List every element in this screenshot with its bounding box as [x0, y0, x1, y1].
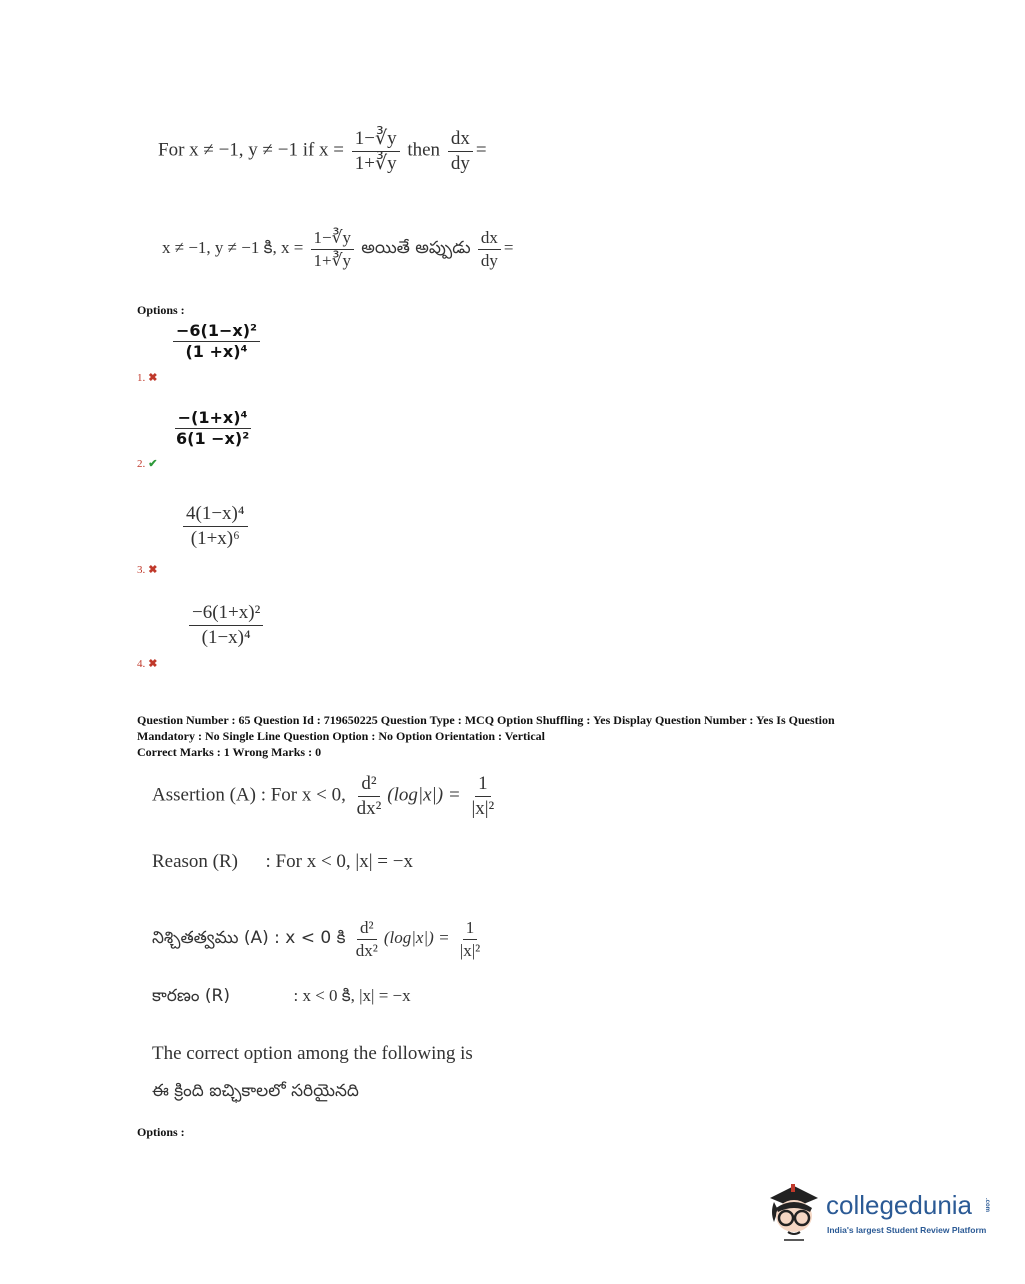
q65-reason-english: [152, 851, 413, 873]
reason-te-text: : x < 0 కి, |x| = −x: [293, 986, 411, 1005]
q64-english-line: [158, 128, 487, 175]
option-4-expression: [186, 602, 266, 649]
q64-te-then: అయితే అప్పుడు: [361, 237, 471, 258]
rhs-numerator: 1: [475, 773, 491, 797]
te-rhs-denominator: |x|²: [459, 940, 481, 960]
q64-deriv-den: dy: [450, 152, 470, 174]
q65-meta-line-1: Question Number : 65 Question Id : 719650225 Question Type : MCQ Option Shuffling : Yes Display Question Number : Yes Is Question: [137, 713, 835, 727]
rhs-denominator: |x|²: [471, 797, 495, 819]
logo-suffix: .com: [984, 1198, 990, 1213]
option-2-denominator: 6(1 −x)²: [176, 429, 250, 449]
q65-meta-line-3: Correct Marks : 1 Wrong Marks : 0: [137, 745, 322, 759]
wrong-mark-icon: ✖: [148, 658, 158, 670]
q64-x-numerator: 1−∛y: [352, 128, 400, 152]
option-1-denominator: (1 +x)⁴: [185, 342, 248, 362]
logo-brand: collegedunia: [826, 1190, 973, 1220]
option-3-expression: [180, 503, 251, 550]
reason-en-label: Reason (R): [152, 851, 239, 872]
q64-te-x-numerator: 1−∛y: [311, 228, 354, 250]
option-3-fraction: [183, 503, 248, 550]
q65-prompt-telugu: ఈ క్రింది ఐచ్ఛికాలలో సరియైనది: [152, 1081, 359, 1101]
option-2-number[interactable]: [137, 457, 157, 470]
option-4-numerator: −6(1+x)²: [189, 602, 263, 626]
logo-tagline: India's largest Student Review Platform: [827, 1225, 987, 1235]
collegedunia-logo[interactable]: [764, 1176, 996, 1246]
q65-assertion-english: [152, 773, 500, 820]
q64-te-x-fraction: [311, 228, 354, 270]
options-label: Options :: [137, 303, 185, 317]
option-3-label: 3.: [137, 564, 146, 576]
wrong-mark-icon: ✖: [148, 564, 158, 576]
q64-telugu-line: [162, 228, 514, 270]
te-second-derivative: [353, 918, 381, 960]
q65-assertion-telugu: [152, 918, 486, 960]
rhs-fraction: [468, 773, 497, 820]
q65-reason-telugu: [152, 986, 411, 1010]
option-4-number[interactable]: [137, 657, 157, 670]
te-log-expression: (log|x|) =: [383, 927, 450, 947]
option-2-expression: [170, 409, 255, 449]
option-2-label: 2.: [137, 458, 146, 470]
wrong-mark-icon: ✖: [148, 372, 158, 384]
te-rhs-numerator: 1: [463, 918, 478, 940]
q64-condition: x ≠ −1, y ≠ −1 if x =: [189, 139, 345, 161]
q64-te-x-denominator: 1+∛y: [313, 250, 351, 270]
q65-metadata: [137, 712, 907, 760]
q64-then-text: then: [407, 139, 441, 161]
check-mark-icon: ✔: [148, 458, 158, 470]
option-2-fraction: [173, 409, 252, 449]
q64-derivative: [448, 128, 473, 175]
q64-deriv-num: dx: [448, 128, 473, 152]
options-label-2: Options :: [137, 1125, 185, 1139]
second-derivative: [354, 773, 385, 820]
q64-te-deriv-num: dx: [478, 228, 501, 250]
option-3-number[interactable]: [137, 563, 157, 576]
q65-meta-line-2: Mandatory : No Single Line Question Option : No Option Orientation : Vertical: [137, 729, 546, 743]
mascot-icon: [764, 1176, 822, 1244]
q64-te-equals: =: [503, 237, 514, 257]
te-dx2-text: dx²: [355, 940, 378, 960]
option-4-label: 4.: [137, 658, 146, 670]
option-1-fraction: [173, 322, 260, 362]
q64-te-derivative: [478, 228, 501, 270]
q64-x-fraction: [352, 128, 400, 175]
option-4-fraction: [189, 602, 263, 649]
te-rhs-fraction: [457, 918, 483, 960]
option-1-numerator: −6(1−x)²: [173, 322, 260, 342]
reason-te-label: కారణం (R): [152, 986, 230, 1006]
q64-for-text: For: [158, 139, 185, 161]
reason-en-text: : For x < 0, |x| = −x: [265, 851, 413, 872]
q64-te-deriv-den: dy: [480, 250, 498, 270]
option-2-numerator: −(1+x)⁴: [175, 409, 251, 429]
option-1-number[interactable]: [137, 371, 157, 384]
option-1-label: 1.: [137, 372, 146, 384]
option-3-numerator: 4(1−x)⁴: [183, 503, 248, 527]
q64-x-denominator: 1+∛y: [354, 152, 397, 174]
option-1-expression: [170, 322, 263, 362]
d2-text: d²: [358, 773, 379, 797]
assertion-en-text: Assertion (A) : For x < 0,: [152, 784, 346, 806]
dx2-text: dx²: [356, 797, 382, 819]
te-d2-text: d²: [357, 918, 377, 940]
option-3-denominator: (1+x)⁶: [190, 527, 240, 549]
assertion-te-text: నిశ్చితత్వము (A) : x < 0 కి: [152, 927, 346, 948]
q64-equals: =: [475, 139, 487, 161]
q64-te-condition: x ≠ −1, y ≠ −1 కి, x =: [162, 237, 304, 257]
option-4-denominator: (1−x)⁴: [201, 626, 251, 648]
q65-prompt-english: The correct option among the following is: [152, 1043, 473, 1064]
log-expression: (log|x|) =: [387, 784, 461, 806]
